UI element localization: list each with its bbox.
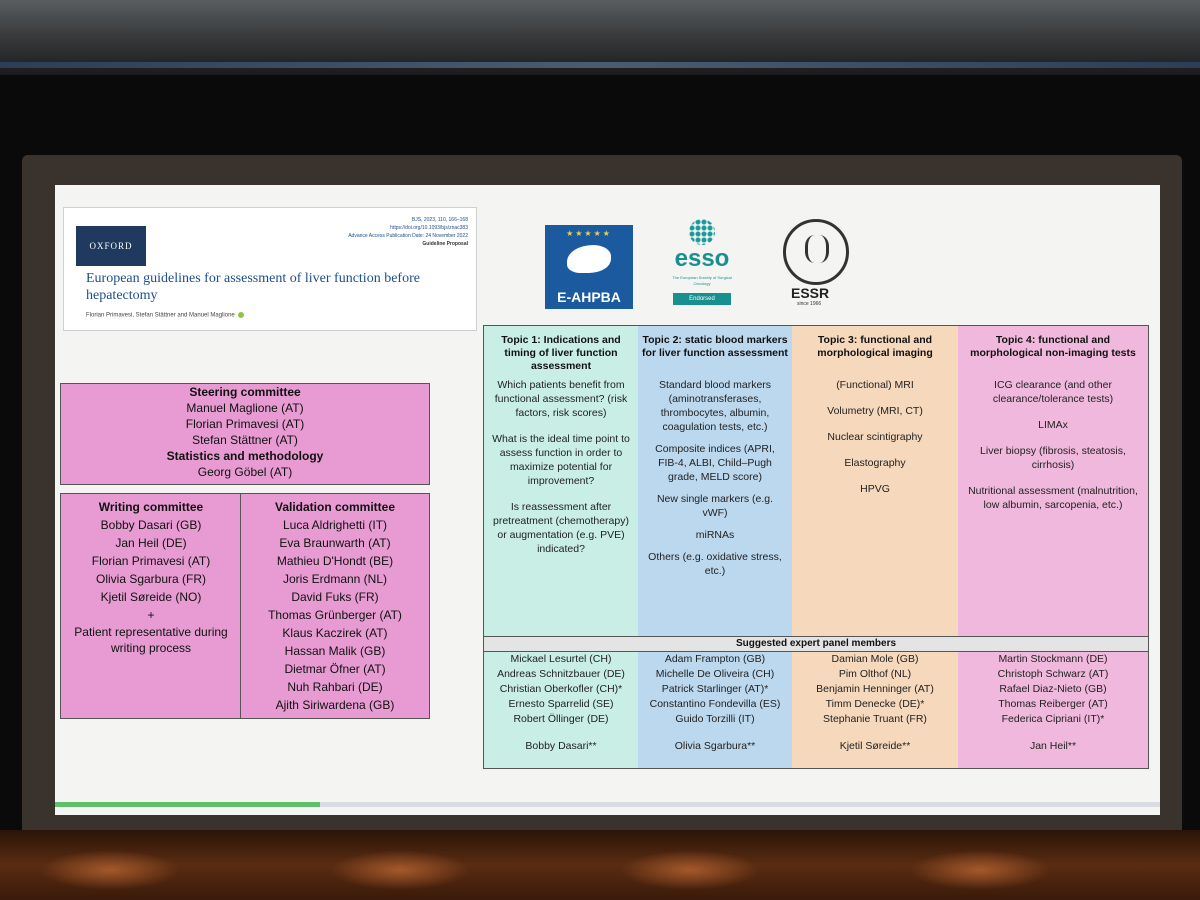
- panel-lead: Bobby Dasari**: [525, 740, 597, 752]
- stage-light: [330, 850, 470, 890]
- validation-member: Luca Aldrighetti (IT): [282, 518, 388, 532]
- esso-dots-icon: [689, 219, 715, 245]
- essr-since: since 1966: [797, 301, 822, 307]
- validation-member: Ajith Siriwardena (GB): [275, 698, 395, 712]
- topic-body: [638, 374, 792, 590]
- panel-member: Patrick Starlinger (AT)*: [661, 683, 769, 695]
- panel-member: Timm Denecke (DE)*: [825, 698, 925, 710]
- panel-lead: Olivia Sgarbura**: [674, 740, 756, 752]
- writing-member: Jan Heil (DE): [115, 536, 187, 550]
- stage-light: [40, 850, 180, 890]
- essr-logo-text: ESSR: [791, 285, 830, 301]
- validation-member: Thomas Grünberger (AT): [268, 608, 402, 622]
- steering-heading: Steering committee: [189, 385, 301, 399]
- stars-icon: ★★★★★: [566, 229, 612, 238]
- panel-member: Constantino Fondevilla (ES): [649, 698, 781, 710]
- essr-logo: [775, 215, 855, 311]
- topics-grid: [483, 325, 1149, 769]
- panel-member: Mickael Lesurtel (CH): [510, 653, 612, 665]
- validation-member: Eva Braunwarth (AT): [279, 536, 391, 550]
- topic-heading: Topic 3: functional and morphological imaging: [817, 334, 933, 359]
- esso-logo: [667, 217, 737, 309]
- steering-member: Florian Primavesi (AT): [185, 417, 305, 431]
- topic-heading: Topic 4: functional and morphological non-imaging tests: [970, 334, 1136, 359]
- topic-item: Is reassessment after pretreatment (chemotherapy) or augmentation (e.g. PVE) indicated?: [493, 501, 629, 555]
- topic-item: What is the ideal time point to assess function in order to maximize potential for improvement?: [492, 433, 630, 487]
- liver-icon: [567, 245, 611, 273]
- topic-item: Nuclear scintigraphy: [827, 431, 923, 443]
- panel-member: Rafael Diaz-Nieto (GB): [999, 683, 1107, 695]
- paper-authors: [86, 312, 246, 319]
- topic-item: miRNAs: [695, 529, 735, 541]
- panel-member: Thomas Reiberger (AT): [998, 698, 1108, 710]
- paper-type: Guideline Proposal: [422, 241, 468, 247]
- topic-item: Volumetry (MRI, CT): [827, 405, 923, 417]
- panel-member: Stephanie Truant (FR): [823, 713, 927, 725]
- authors-text: Florian Primavesi, Stefan Stättner and Manuel Maglione: [86, 312, 235, 319]
- panel-member: Pim Olthof (NL): [838, 668, 912, 680]
- topic-item: Composite indices (APRI, FIB-4, ALBI, Child–Pugh grade, MELD score): [655, 443, 775, 483]
- panel-member: Robert Öllinger (DE): [513, 713, 609, 725]
- writing-member: Olivia Sgarbura (FR): [95, 572, 207, 586]
- stage-light: [910, 850, 1050, 890]
- validation-member: David Fuks (FR): [291, 590, 379, 604]
- panel-lead: Jan Heil**: [1029, 740, 1077, 752]
- panel-column-2: [638, 652, 792, 754]
- slide-footer-bar: [55, 802, 320, 807]
- panel-column-1: [484, 652, 638, 754]
- topic-heading: Topic 1: Indications and timing of liver function assessment: [501, 334, 621, 372]
- paper-meta: [348, 216, 468, 248]
- panel-member: Guido Torzilli (IT): [675, 713, 755, 725]
- topic-body: [958, 374, 1148, 528]
- topic-item: Nutritional assessment (malnutrition, low albumin, sarcopenia, etc.): [968, 485, 1138, 511]
- panel-member: Adam Frampton (GB): [664, 653, 766, 665]
- validation-committee-box: [240, 493, 430, 719]
- stats-member: Georg Göbel (AT): [197, 465, 293, 479]
- topic-item: Standard blood markers (aminotransferases, thrombocytes, albumin, coagulation tests, etc.): [658, 379, 772, 433]
- panel-column-3: [792, 652, 958, 754]
- writing-heading: Writing committee: [98, 500, 204, 514]
- topic-item: (Functional) MRI: [836, 379, 914, 391]
- writing-member: Kjetil Søreide (NO): [100, 590, 202, 604]
- advance-access: Advance Access Publication Date: 24 November 2022: [348, 233, 468, 239]
- validation-member: Nuh Rahbari (DE): [287, 680, 383, 694]
- slide: [55, 185, 1160, 815]
- stage-light: [620, 850, 760, 890]
- doi-link[interactable]: https://doi.org/10.1093/bjs/znac383: [390, 225, 468, 231]
- panel-member: Benjamin Henninger (AT): [816, 683, 934, 695]
- eahpba-logo-text: E-AHPBA: [557, 289, 621, 305]
- panel-column-4: [958, 652, 1148, 754]
- topic-item: Which patients benefit from functional assessment? (risk factors, risk scores): [494, 379, 628, 419]
- topic-item: HPVG: [860, 483, 890, 495]
- eahpba-logo: [545, 225, 633, 309]
- topic-heading: Topic 2: static blood markers for liver function assessment: [642, 334, 788, 359]
- orcid-icon: [238, 312, 244, 318]
- essr-figure-icon: [805, 235, 829, 263]
- writing-plus: +: [147, 608, 155, 622]
- panel-member: Martin Stockmann (DE): [998, 653, 1108, 665]
- paper-header: [63, 207, 477, 331]
- esso-subtitle: The European Society of Surgical Oncology: [672, 275, 732, 286]
- steering-member: Manuel Maglione (AT): [186, 401, 304, 415]
- stats-heading: Statistics and methodology: [166, 449, 324, 463]
- validation-member: Joris Erdmann (NL): [282, 572, 388, 586]
- patient-representative: Patient representative during writing process: [74, 625, 228, 655]
- topic-body: [484, 374, 638, 572]
- panel-member: Federica Cipriani (IT)*: [1001, 713, 1105, 725]
- panel-member: Michelle De Oliveira (CH): [655, 668, 775, 680]
- topic-item: Others (e.g. oxidative stress, etc.): [648, 551, 782, 577]
- panel-member: Christian Oberkofler (CH)*: [499, 683, 623, 695]
- panel-member: Andreas Schnitzbauer (DE): [497, 668, 625, 680]
- topic-body: [792, 374, 958, 512]
- steering-committee-box: [60, 383, 430, 485]
- panel-lead: Kjetil Søreide**: [839, 740, 911, 752]
- validation-member: Klaus Kaczirek (AT): [282, 626, 388, 640]
- panel-member: Ernesto Sparrelid (SE): [508, 698, 614, 710]
- oxford-logo: OXFORD: [76, 226, 146, 266]
- ceiling-light-strip: [0, 62, 1200, 68]
- validation-member: Dietmar Öfner (AT): [284, 662, 386, 676]
- steering-member: Stefan Stättner (AT): [192, 433, 298, 447]
- writing-committee-box: [60, 493, 242, 719]
- panel-member: Christoph Schwarz (AT): [997, 668, 1109, 680]
- validation-heading: Validation committee: [274, 500, 396, 514]
- topic-item: Elastography: [844, 457, 906, 469]
- topic-item: LIMAx: [1038, 419, 1068, 431]
- paper-title: European guidelines for assessment of liver function before hepatectomy: [86, 271, 420, 303]
- panel-member: Damian Mole (GB): [831, 653, 919, 665]
- validation-member: Hassan Malik (GB): [284, 644, 386, 658]
- journal-ref: BJS, 2023, 110, 166–168: [411, 217, 468, 223]
- topic-item: ICG clearance (and other clearance/tolerance tests): [992, 379, 1114, 405]
- expert-panel-heading: Suggested expert panel members: [484, 636, 1148, 652]
- topic-item: Liver biopsy (fibrosis, steatosis, cirrhosis): [980, 445, 1126, 471]
- slide-footer-bar: [320, 802, 1160, 807]
- esso-logo-text: esso: [674, 245, 730, 272]
- topic-item: New single markers (e.g. vWF): [656, 493, 774, 519]
- writing-member: Bobby Dasari (GB): [100, 518, 202, 532]
- validation-member: Mathieu D'Hondt (BE): [276, 554, 394, 568]
- writing-member: Florian Primavesi (AT): [91, 554, 211, 568]
- esso-endorsed: Endorsed: [673, 293, 731, 305]
